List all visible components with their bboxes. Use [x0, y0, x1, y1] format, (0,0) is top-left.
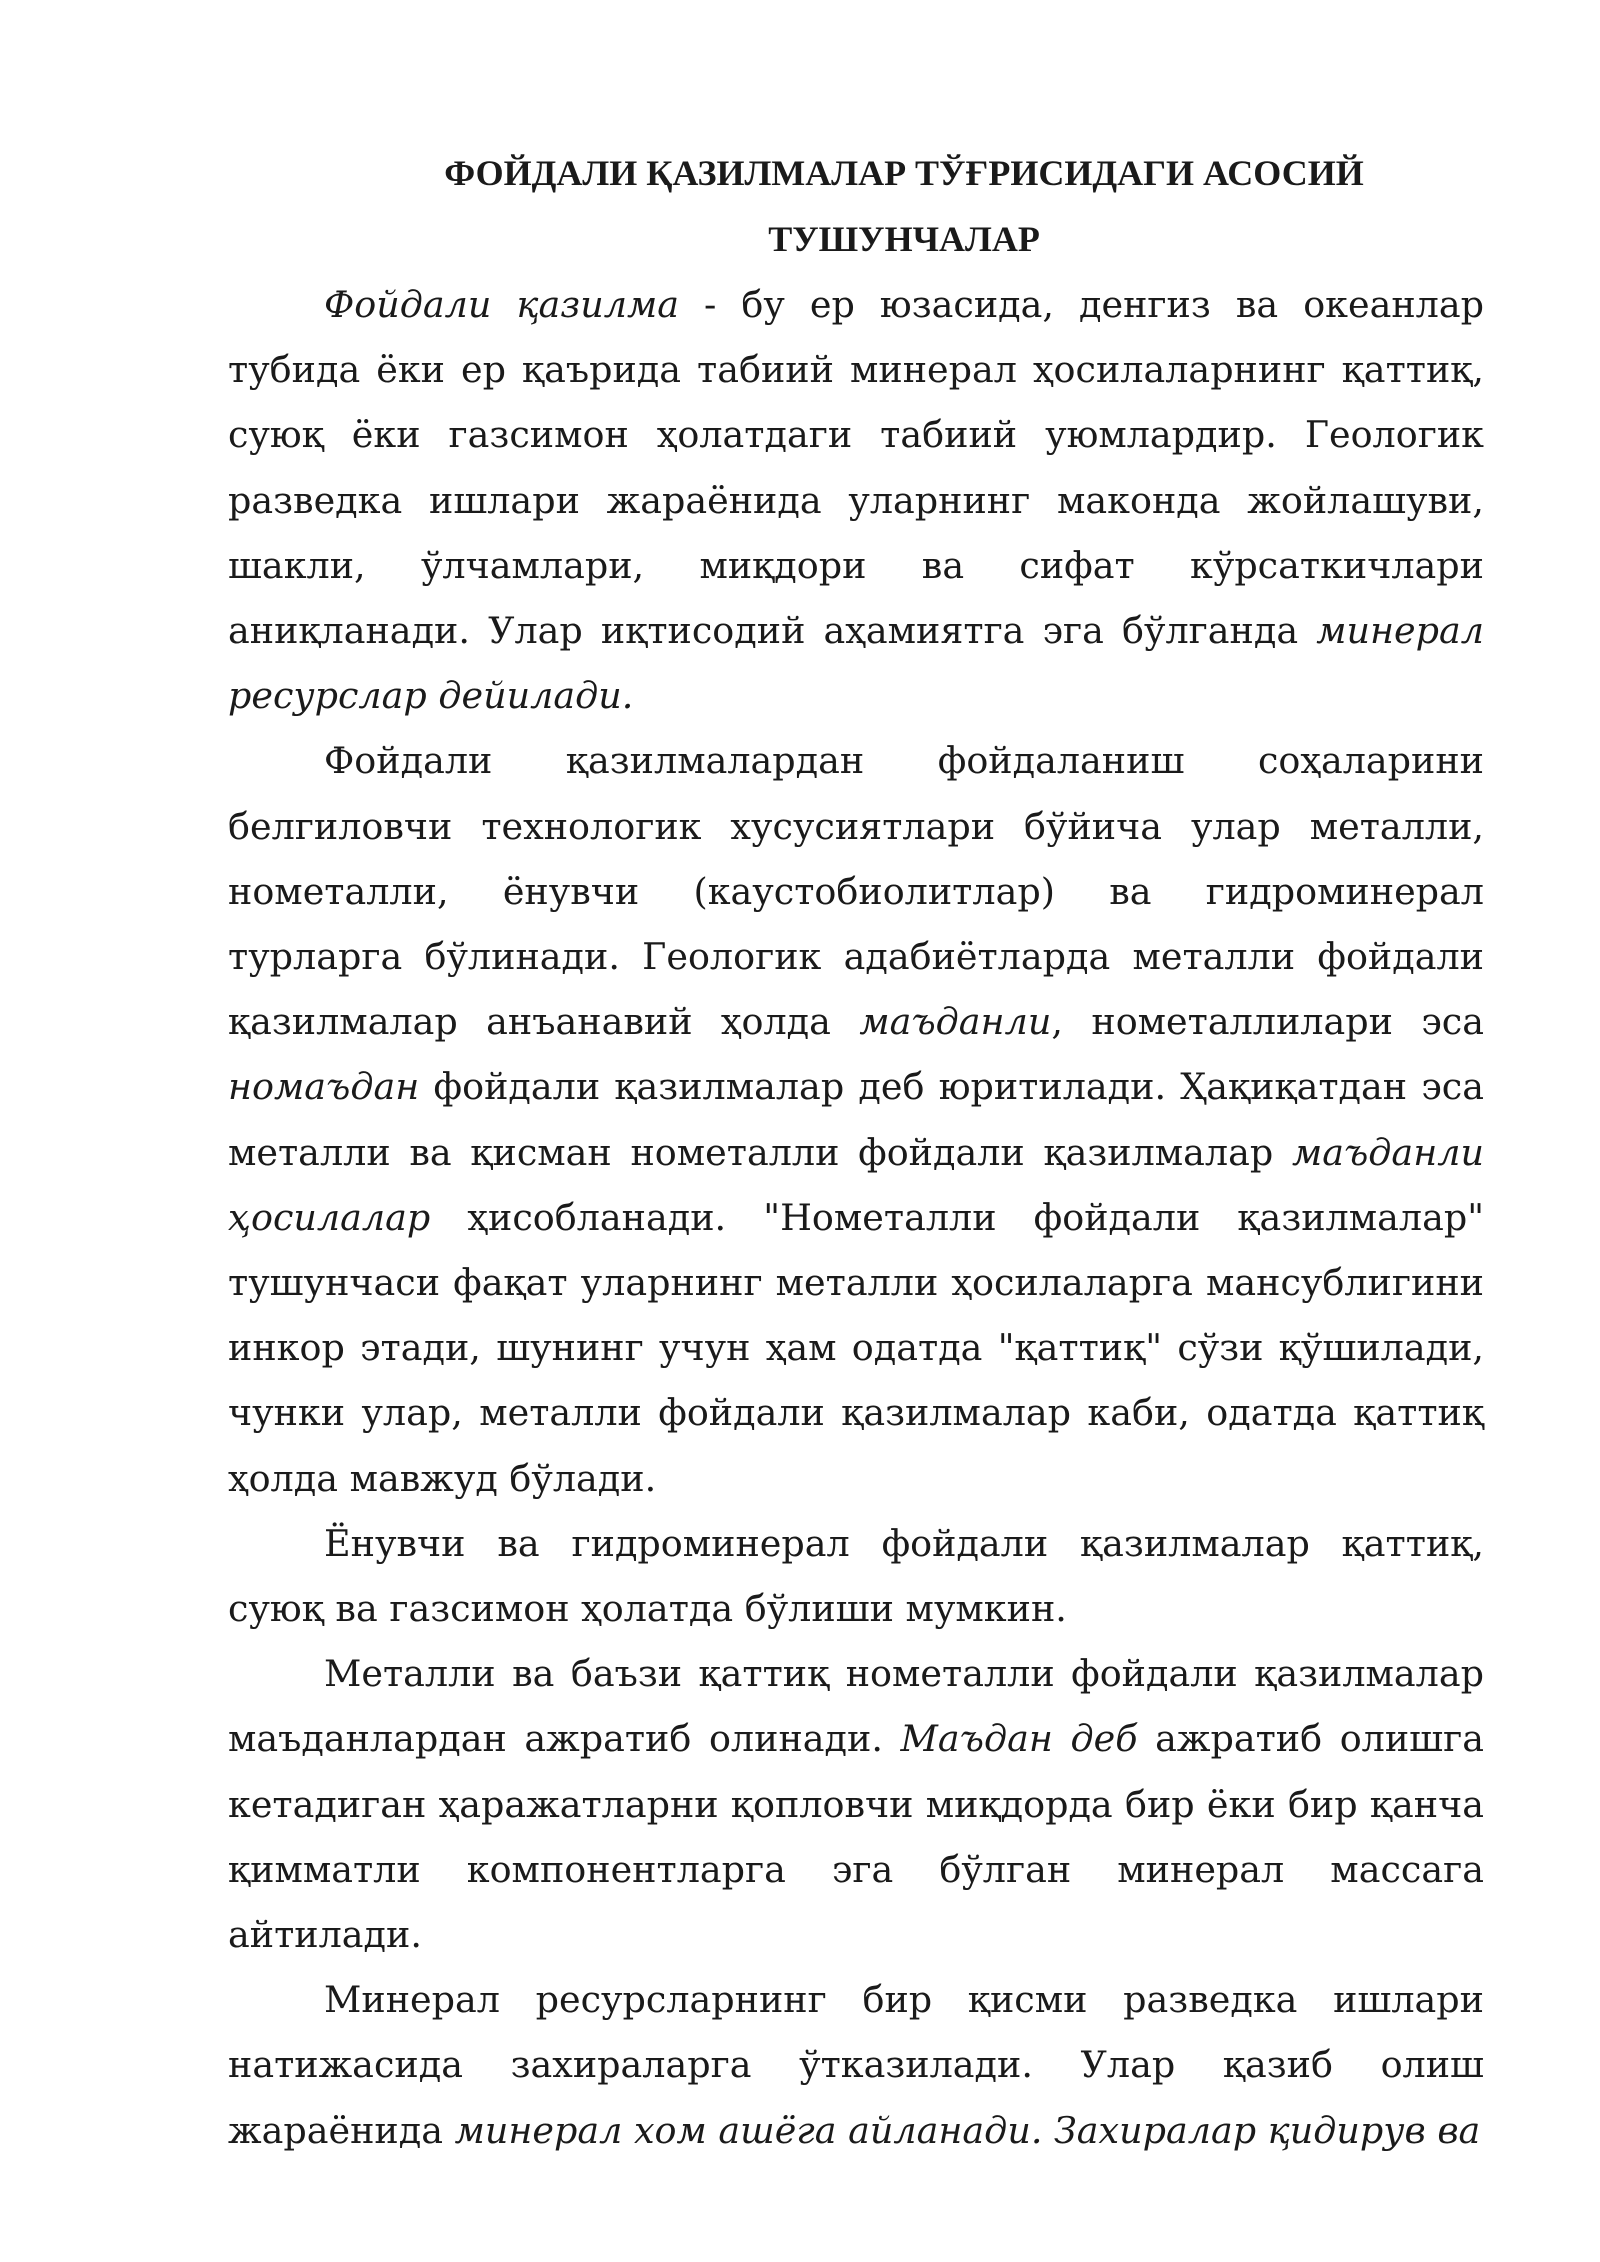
paragraph-1-text: - бу ер юзасида, денгиз ва океанлар тубида ёки ер қаърида табиий минерал ҳосилаларнинг қаттиқ, суюқ ёки газсимон ҳолатдаги табиий уюмлардир. Геологик разведка ишлари жараёнида уларнинг маконда жойлашуви, шакли, ўлчамлари, миқдори ва сифат кўрсаткичлари аниқланади. Улар иқтисодий аҳамиятга эга бўлганда: [228, 283, 1484, 653]
paragraph-2-text-b: , нометаллилари эса: [1051, 1000, 1484, 1044]
term-foydali-qazilma: Фойдали қазилма: [324, 283, 679, 326]
title-line-1: ФОЙДАЛИ ҚАЗИЛМАЛАР ТЎҒРИСИДАГИ АСОСИЙ: [444, 153, 1364, 193]
paragraph-4-text-b: ажратиб олишга кетадиган ҳаражатларни қопловчи миқдорда бир ёки бир қанча қимматли компонентларга эга бўлган минерал массага айтилади.: [228, 1717, 1484, 1957]
paragraph-5: [228, 1967, 1484, 2163]
paragraph-2-text-d: ҳисобланади. "Нометалли фойдали қазилмалар" тушунчаси фақат уларнинг металли ҳосилаларга мансублигини инкор этади, шунинг учун ҳам одатда "қаттиқ" сўзи қўшилади, чунки улар, металли фойдали қазилмалар каби, одатда қаттиқ ҳолда мавжуд бўлади.: [228, 1195, 1484, 1500]
document-page: [228, 140, 1484, 2163]
paragraph-1: [228, 272, 1484, 728]
paragraph-2-text-a: Фойдали қазилмалардан фойдаланиш соҳаларини белгиловчи технологик хусусиятлари бўйича улар металли, нометалли, ёнувчи (каустобиолитлар) ва гидроминерал турларга бўлинади. Геологик адабиётларда металли фойдали қазилмалар анъанавий ҳолда: [228, 739, 1484, 1044]
paragraph-4: [228, 1641, 1484, 1967]
term-mineral-hom-ashyo: минерал хом ашёга айланади. Захиралар қидирув ва: [454, 2108, 1481, 2152]
paragraph-2: [228, 728, 1484, 1510]
paragraph-4-text-a: Металли ва баъзи қаттиқ нометалли фойдали қазилмалар маъданлардан ажратиб олинади.: [228, 1652, 1484, 1761]
paragraph-5-text: Минерал ресурсларнинг бир қисми разведка ишлари натижасида захираларга ўтказилади. Улар қазиб олиш жараёнида: [228, 1978, 1484, 2152]
term-madanli-hosilalar: маъданли ҳосилалар: [228, 1130, 1484, 1239]
paragraph-2-text-c: фойдали қазилмалар деб юритилади. Ҳақиқатдан эса металли ва қисман нометалли фойдали қазилмалар: [228, 1065, 1484, 1174]
term-nomadan: номаъдан: [228, 1065, 420, 1109]
term-mineral-resurslar: минерал ресурслар дейилади.: [228, 609, 1484, 718]
paragraph-3: Ёнувчи ва гидроминерал фойдали қазилмалар қаттиқ, суюқ ва газсимон ҳолатда бўлиши мумкин.: [228, 1521, 1484, 1631]
title-line-2: ТУШУНЧАЛАР: [768, 219, 1040, 259]
term-madanli: маъданли: [859, 1000, 1052, 1044]
document-title: [228, 140, 1484, 272]
term-madan-deb: Маъдан деб: [900, 1717, 1138, 1761]
